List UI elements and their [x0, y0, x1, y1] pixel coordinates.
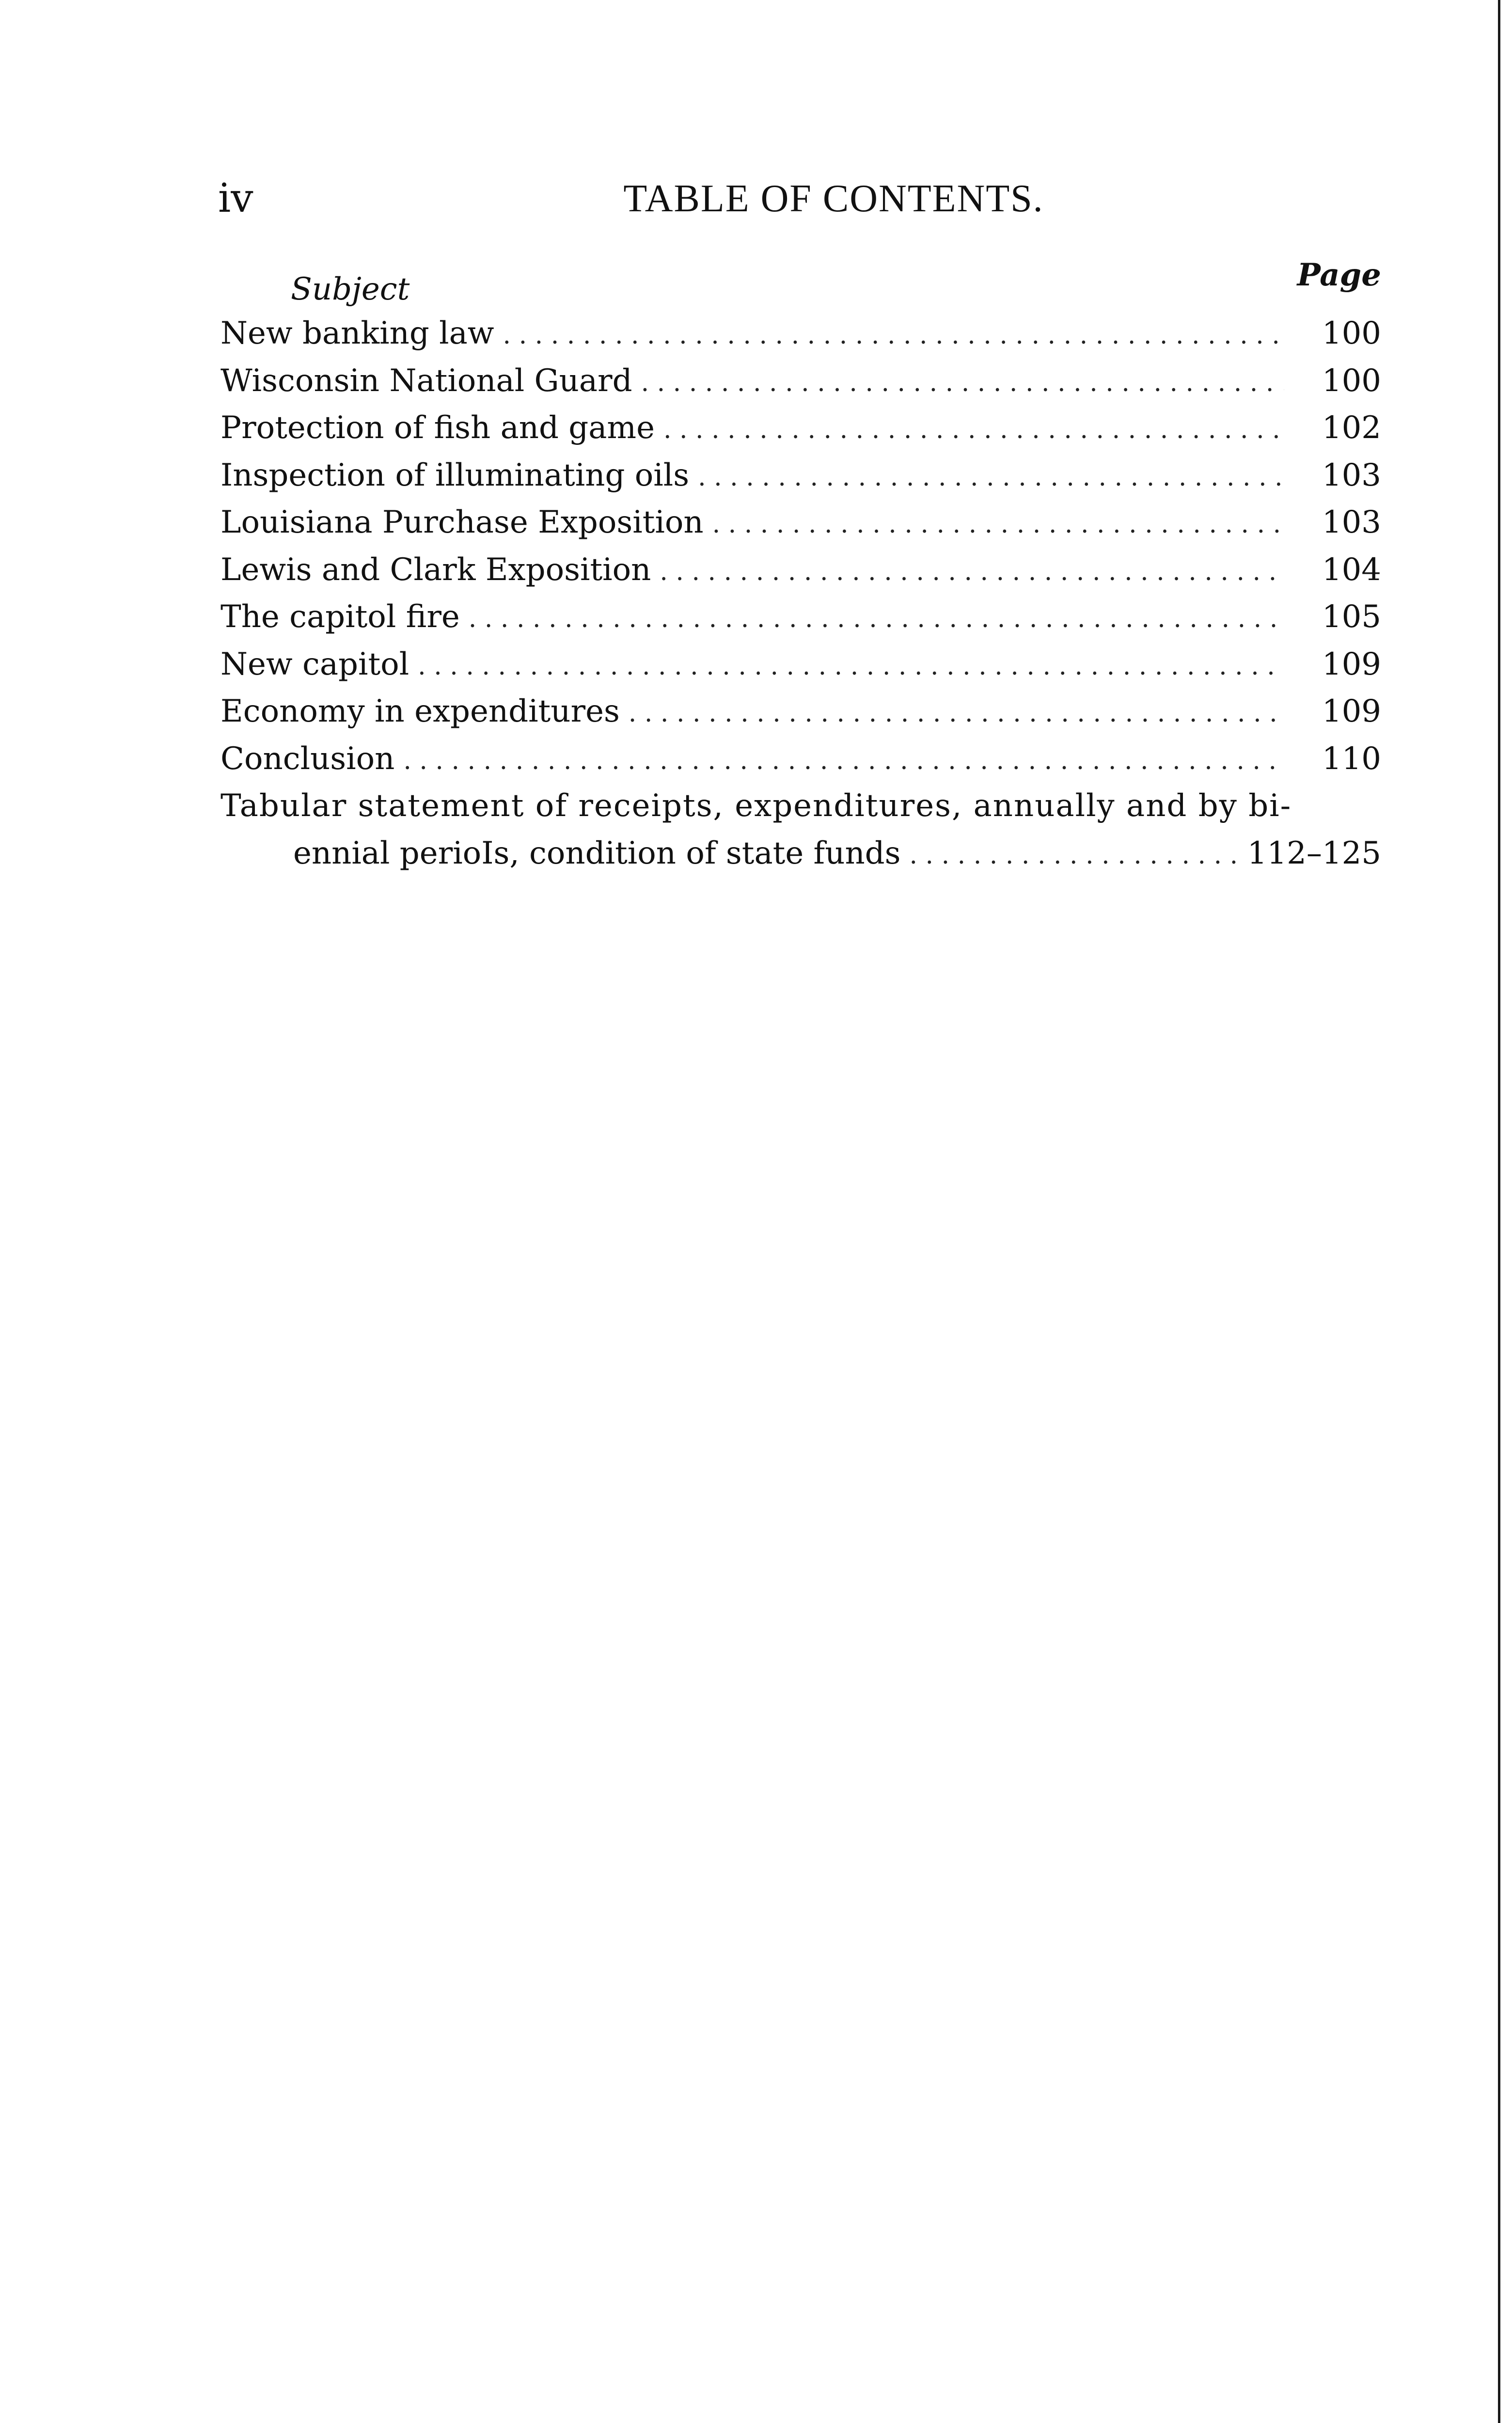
toc-entry-title: Lewis and Clark Exposition	[220, 551, 651, 588]
toc-entry	[220, 452, 1381, 500]
toc-entry-title: The capitol fire	[220, 599, 460, 635]
dot-leader	[698, 454, 1284, 502]
toc-entry	[220, 688, 1381, 736]
toc-entry-page: 112–125	[1247, 835, 1381, 871]
toc-entry-page: 103	[1322, 504, 1381, 540]
toc-entry-page: 102	[1322, 410, 1381, 446]
toc-entry-title-line-2-row	[220, 830, 1381, 878]
page-title: TABLE OF CONTENTS.	[623, 177, 1044, 220]
toc-entry	[220, 310, 1381, 358]
dot-leader	[712, 501, 1284, 549]
toc-entry-title: Louisiana Purchase Exposition	[220, 504, 704, 540]
toc-entry-title: Wisconsin National Guard	[220, 362, 632, 399]
page-edge-line	[1498, 0, 1500, 2423]
toc-entry-page: 103	[1322, 457, 1381, 493]
dot-leader	[629, 690, 1284, 738]
toc-entry-page: 105	[1322, 599, 1381, 635]
toc-entry-page: 109	[1322, 693, 1381, 729]
page-column-heading: Page	[1297, 257, 1381, 293]
toc-entry-title: New banking law	[220, 315, 494, 351]
dot-leader	[660, 549, 1284, 596]
dot-leader	[418, 643, 1284, 691]
dot-leader	[469, 596, 1284, 643]
toc-entry-page: 100	[1322, 315, 1381, 351]
toc-entry-page: 100	[1322, 362, 1381, 399]
dot-leader	[909, 832, 1237, 880]
toc-entry	[220, 358, 1381, 405]
toc-entry-title: Economy in expenditures	[220, 693, 620, 729]
toc-entry-tabular-statement	[220, 783, 1381, 877]
dot-leader	[503, 312, 1284, 360]
toc-entry-page: 110	[1322, 740, 1381, 777]
toc-entry-page: 109	[1322, 646, 1381, 682]
toc-entry	[220, 405, 1381, 452]
toc-entry-title: Protection of fish and game	[220, 410, 655, 446]
dot-leader	[663, 407, 1284, 454]
toc-entry	[220, 547, 1381, 594]
toc-entry	[220, 641, 1381, 689]
toc-entry	[220, 736, 1381, 783]
table-of-contents-list	[220, 310, 1381, 877]
dot-leader	[403, 738, 1284, 785]
toc-entry-title: New capitol	[220, 646, 410, 682]
toc-entry-title-line-1: Tabular statement of receipts, expenditures, annually and by bi-	[220, 788, 1292, 824]
toc-entry	[220, 499, 1381, 547]
toc-entry-title: Inspection of illuminating oils	[220, 457, 690, 493]
dot-leader	[641, 360, 1284, 407]
column-headings	[218, 257, 1381, 310]
page-header	[218, 172, 1381, 230]
toc-entry-title: Conclusion	[220, 740, 395, 777]
page-number: iv	[218, 175, 253, 221]
toc-entry-page: 104	[1322, 551, 1381, 588]
toc-entry-title-line-2: ennial perioIs, condition of state funds	[293, 835, 901, 871]
subject-column-heading: Subject	[291, 271, 410, 307]
toc-entry	[220, 594, 1381, 641]
